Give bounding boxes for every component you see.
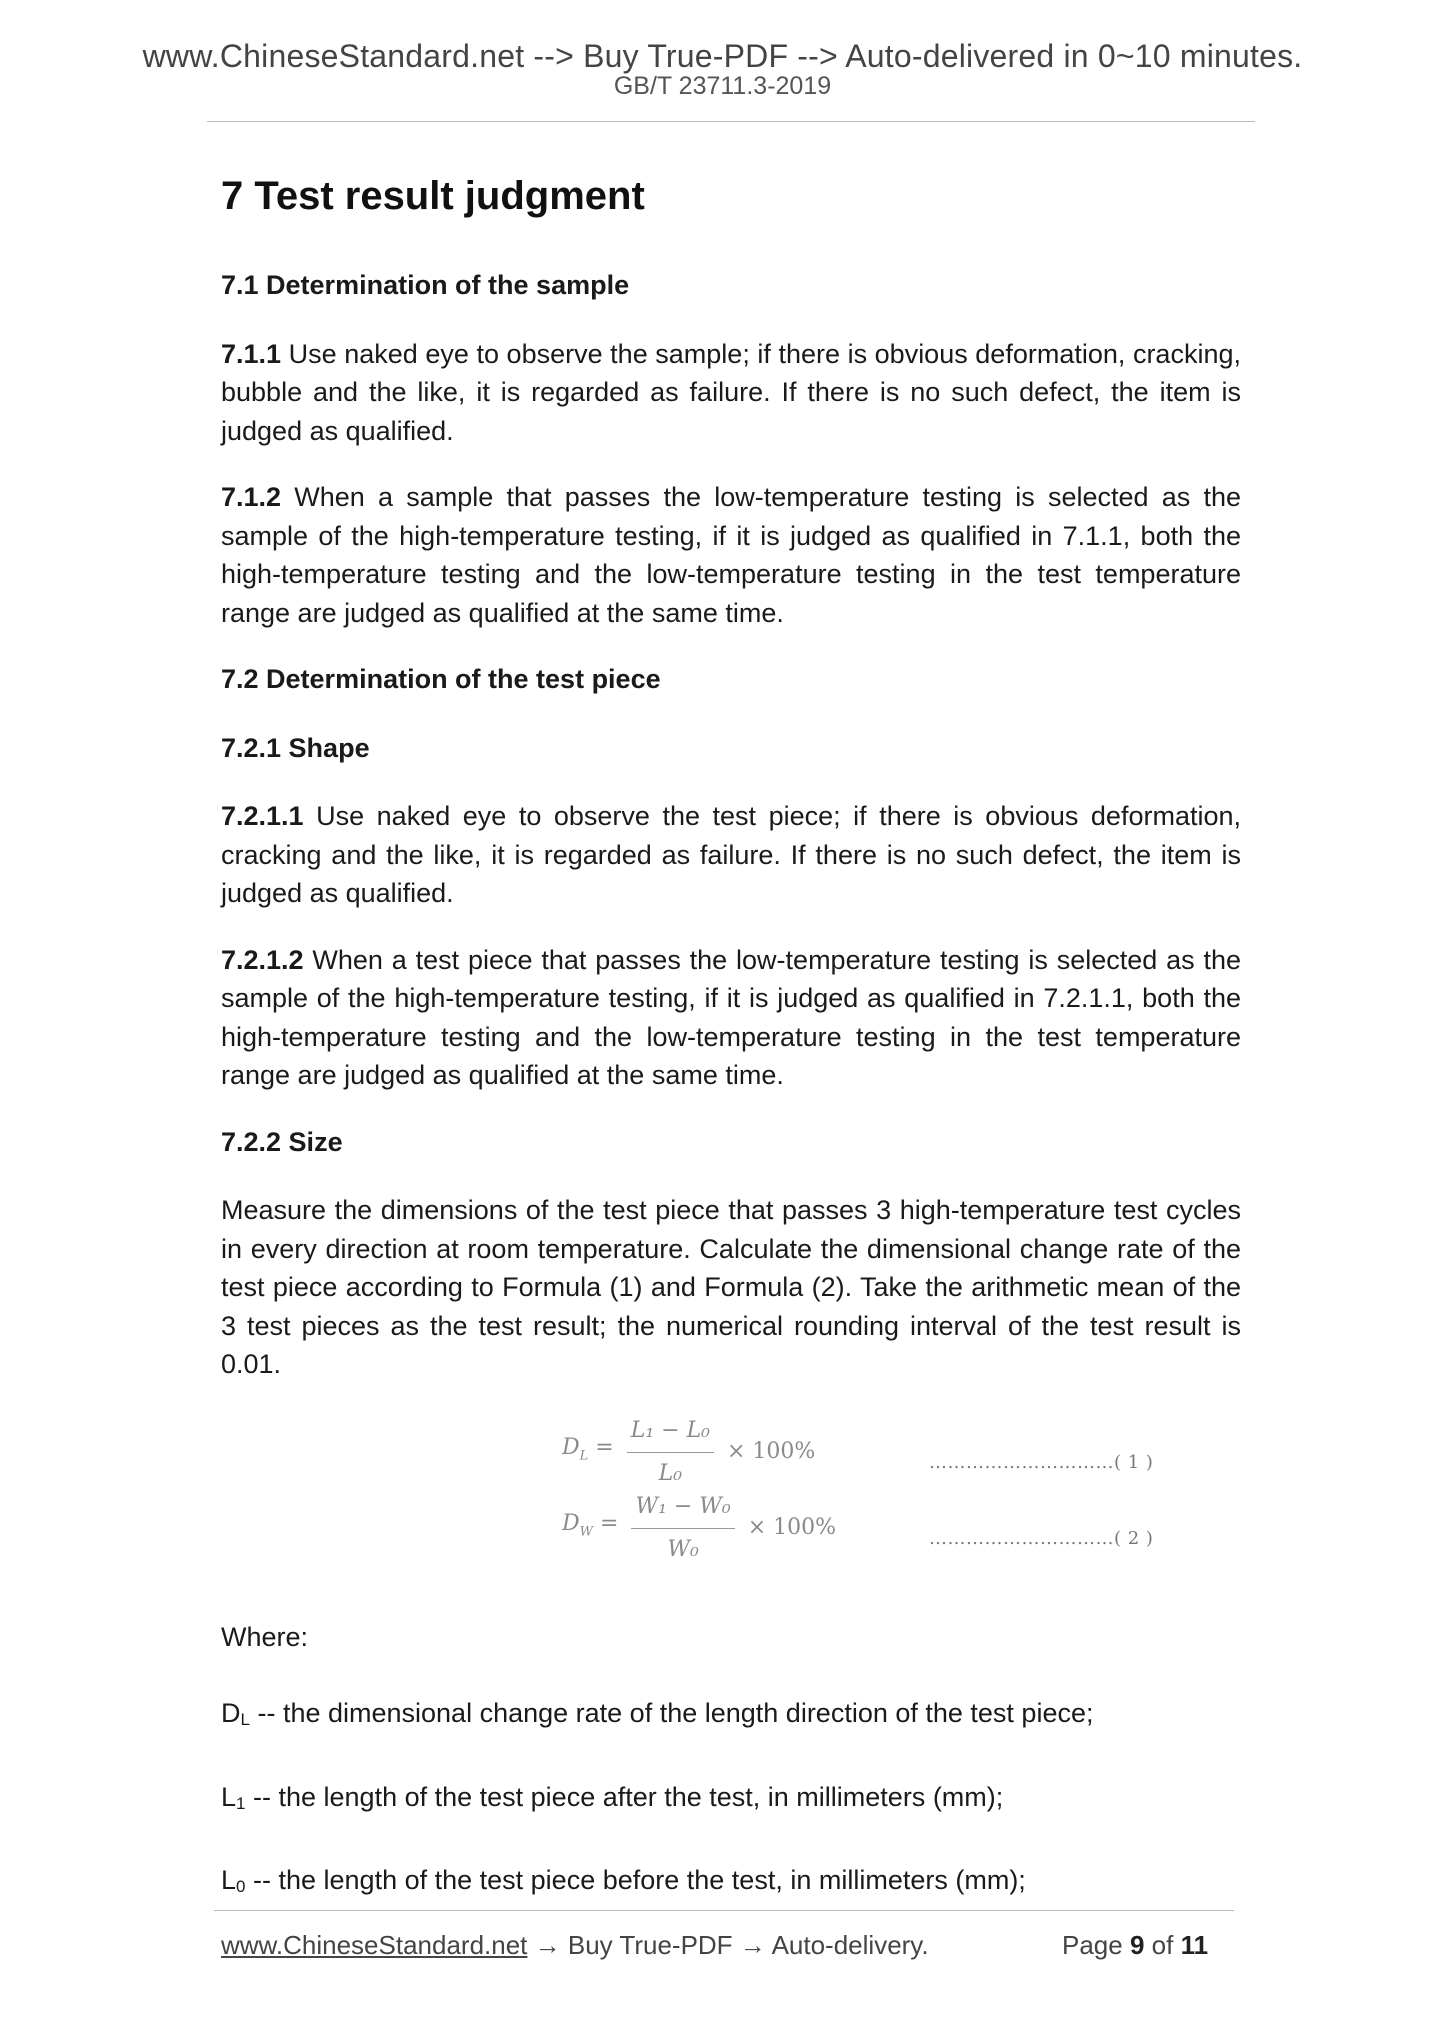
paragraph-text: When a test piece that passes the low-temperature testing is selected as the sample of the high-temperature testing, if it is judged as qualified in 7.2.1.1, both the high-temperature testing and the low-temperature testing in the test temperature range are judged as qualified at the same time.: [221, 944, 1241, 1090]
paragraph-7-2-1-2: [221, 941, 1241, 1095]
formula-block: [221, 1412, 1241, 1590]
paragraph-7-2-1-1: [221, 797, 1241, 913]
paragraph-size: Measure the dimensions of the test piece that passes 3 high-temperature test cycles in every direction at room temperature. Calculate the dimensional change rate of the test piece according to Formula (1) and Formula (2). Take the arithmetic mean of the 3 test pieces as the test result; the numerical rounding interval of the test result is 0.01.: [221, 1195, 1241, 1379]
page-content: [221, 168, 1241, 1945]
formula-2: [562, 1488, 836, 1570]
clause-number: 7.1.1: [221, 338, 282, 369]
formula-denominator: L₀: [658, 1461, 683, 1486]
formula-lhs: $D_L$ =: [562, 1435, 614, 1464]
formula-denominator: W₀: [667, 1537, 699, 1562]
footer-text: [221, 1930, 929, 1961]
clause-number: 7.2.1.1: [221, 801, 304, 831]
page-indicator: Page 9 of 11: [1062, 1930, 1209, 1960]
formula-numerator: L₁ − L₀: [627, 1412, 714, 1454]
formula-fraction: [631, 1488, 734, 1570]
paragraph-7-1-1: [221, 335, 1241, 451]
paragraph-text: Use naked eye to observe the sample; if there is obvious deformation, cracking, bubble and the like, it is regarded as failure. If there is no such defect, the item is judged as qualified.: [221, 338, 1241, 446]
paragraph-text: Use naked eye to observe the test piece; if there is obvious deformation, cracking and the like, it is regarded as failure. If there is no such defect, the item is judged as qualified.: [221, 801, 1241, 908]
footer-tagline: → Buy True-PDF → Auto-delivery.: [527, 1930, 929, 1960]
top-banner[interactable]: www.ChineseStandard.net --> Buy True-PDF --> Auto-delivered in 0~10 minutes.: [142, 38, 1303, 74]
paragraph-text: When a sample that passes the low-temperature testing is selected as the sample of the high-temperature testing, if it is judged as qualified in 7.1.1, both the high-temperature testing and the low-temperature testing in the test temperature range are judged as qualified at the same time.: [221, 482, 1241, 628]
clause-number: 7.2.1.2: [221, 944, 304, 975]
page-total: 11: [1180, 1930, 1209, 1960]
formula-2-number: …………………………( 2 ): [929, 1527, 1154, 1549]
formula-lhs: $D_W$ =: [562, 1511, 619, 1540]
header-divider: [207, 121, 1255, 122]
footer-link[interactable]: www.ChineseStandard.net: [221, 1930, 528, 1960]
clause-number: 7.1.2: [221, 482, 282, 512]
definition-l0: $L_0$ -- the length of the test piece before the test, in millimeters (mm);: [221, 1865, 1026, 1896]
document-code: GB/T 23711.3-2019: [613, 72, 832, 100]
heading-7-2-1: 7.2.1 Shape: [221, 732, 370, 763]
formula-multiplier: × 100%: [747, 1515, 837, 1541]
page-number: 9: [1129, 1930, 1145, 1960]
formula-1: [562, 1412, 815, 1494]
footer-divider: [214, 1910, 1234, 1911]
formula-1-number: …………………………( 1 ): [929, 1451, 1154, 1473]
formula-fraction: [627, 1412, 714, 1494]
heading-7-2-2: 7.2.2 Size: [221, 1126, 343, 1157]
heading-7-1: 7.1 Determination of the sample: [221, 270, 630, 300]
section-title: 7 Test result judgment: [221, 174, 645, 218]
definition-l1: $L_1$ -- the length of the test piece after the test, in millimeters (mm);: [221, 1781, 1004, 1813]
heading-7-2: 7.2 Determination of the test piece: [221, 664, 661, 694]
where-label: Where:: [221, 1621, 309, 1652]
formula-multiplier: × 100%: [727, 1439, 816, 1465]
paragraph-7-1-2: [221, 478, 1241, 632]
definition-dl: $D_L$ -- the dimensional change rate of the length direction of the test piece;: [221, 1698, 1094, 1729]
formula-numerator: W₁ − W₀: [631, 1488, 734, 1530]
